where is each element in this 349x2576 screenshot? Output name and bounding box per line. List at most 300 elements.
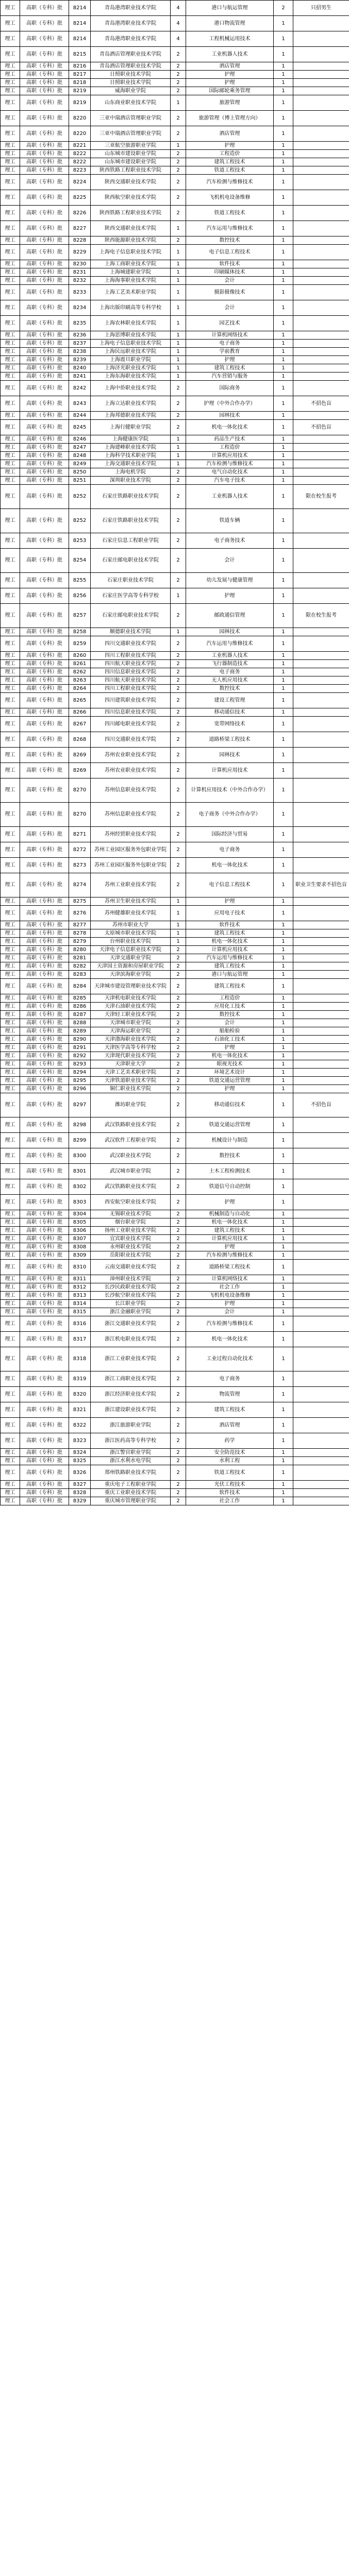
cell-count: 1 (274, 1316, 293, 1332)
cell-note (293, 47, 349, 62)
cell-level: 高职（专科）批 (20, 979, 69, 994)
table-row (1, 1332, 349, 1347)
table-row (1, 372, 349, 381)
cell-plan: 2 (171, 1093, 186, 1117)
cell-note (293, 1465, 349, 1481)
cell-major: 飞机机电设备维修 (186, 1292, 274, 1300)
cell-level: 高职（专科）批 (20, 858, 69, 873)
table-row (1, 1275, 349, 1283)
cell-plan: 2 (171, 1227, 186, 1235)
cell-level: 高职（专科）批 (20, 660, 69, 668)
table-row (1, 1251, 349, 1260)
cell-note (293, 348, 349, 356)
cell-school: 浙江经济职业技术学院 (91, 1387, 171, 1402)
cell-school: 石家庄信息工程职业学院 (91, 533, 171, 549)
cell-count: 1 (274, 628, 293, 636)
cell-plan: 2 (171, 636, 186, 652)
cell-school: 苏州信息职业技术学院 (91, 778, 171, 803)
table-row (1, 732, 349, 748)
cell-plan: 2 (171, 1251, 186, 1260)
cell-code: 8222 (69, 150, 91, 158)
table-row (1, 873, 349, 897)
cell-major: 电子商务（中外合作办学） (186, 803, 274, 827)
cell-subject: 理工 (1, 477, 20, 485)
table-row (1, 175, 349, 190)
cell-school: 陕西航空职业技术学院 (91, 190, 171, 206)
cell-plan: 2 (171, 1077, 186, 1085)
cell-count: 1 (274, 444, 293, 452)
cell-count: 1 (274, 1332, 293, 1347)
cell-major: 护理 (186, 588, 274, 604)
cell-level: 高职（专科）批 (20, 929, 69, 938)
cell-plan: 2 (171, 150, 186, 158)
cell-school: 上海震旦职业学院 (91, 356, 171, 364)
cell-code: 8264 (69, 685, 91, 693)
cell-subject: 理工 (1, 348, 20, 356)
cell-school: 日照职业技术学院 (91, 71, 171, 79)
cell-major: 眼视光技术 (186, 1060, 274, 1069)
cell-level: 高职（专科）批 (20, 221, 69, 236)
cell-subject: 理工 (1, 485, 20, 509)
cell-level: 高职（专科）批 (20, 1069, 69, 1077)
cell-school: 天津现代职业技术学院 (91, 1052, 171, 1060)
table-row (1, 1, 349, 16)
cell-major: 社会工作 (186, 1283, 274, 1292)
cell-count: 1 (274, 1019, 293, 1027)
cell-school: 青岛酒店管理职业技术学院 (91, 62, 171, 71)
cell-subject: 理工 (1, 1251, 20, 1260)
cell-subject: 理工 (1, 221, 20, 236)
cell-school: 四川工程职业技术学院 (91, 652, 171, 660)
cell-note (293, 412, 349, 420)
cell-school: 天津电子信息职业技术学院 (91, 946, 171, 954)
cell-count: 1 (274, 693, 293, 708)
cell-level: 高职（专科）批 (20, 1497, 69, 1505)
cell-code: 8297 (69, 1093, 91, 1117)
cell-level: 高职（专科）批 (20, 509, 69, 533)
cell-major: 光伏工程技术 (186, 1481, 274, 1489)
cell-major: 护理（中外合作办学） (186, 396, 274, 412)
cell-code: 8272 (69, 842, 91, 858)
table-row (1, 412, 349, 420)
cell-plan: 2 (171, 158, 186, 166)
cell-subject: 理工 (1, 604, 20, 628)
cell-code: 8260 (69, 652, 91, 660)
cell-count: 1 (274, 962, 293, 971)
cell-code: 8244 (69, 412, 91, 420)
cell-code: 8329 (69, 1497, 91, 1505)
cell-plan: 2 (171, 1243, 186, 1251)
cell-level: 高职（专科）批 (20, 158, 69, 166)
cell-subject: 理工 (1, 420, 20, 435)
cell-note (293, 206, 349, 221)
cell-major: 电气自动化技术 (186, 468, 274, 477)
cell-plan: 2 (171, 1465, 186, 1481)
cell-note (293, 372, 349, 381)
cell-plan: 2 (171, 1497, 186, 1505)
cell-major: 药学 (186, 1433, 274, 1449)
cell-subject: 理工 (1, 685, 20, 693)
cell-level: 高职（专科）批 (20, 1011, 69, 1019)
cell-code: 8237 (69, 340, 91, 348)
cell-count: 1 (274, 1044, 293, 1052)
cell-code: 8316 (69, 1316, 91, 1332)
cell-code: 8253 (69, 533, 91, 549)
cell-count: 1 (274, 858, 293, 873)
cell-subject: 理工 (1, 1283, 20, 1292)
cell-major: 印刷媒体技术 (186, 268, 274, 277)
cell-code: 8249 (69, 460, 91, 468)
cell-count: 1 (274, 1210, 293, 1218)
cell-note (293, 1027, 349, 1036)
cell-note (293, 938, 349, 946)
table-row (1, 1164, 349, 1179)
cell-note (293, 1195, 349, 1210)
cell-subject: 理工 (1, 412, 20, 420)
cell-major: 数控技术 (186, 236, 274, 245)
cell-note (293, 946, 349, 954)
cell-code: 8224 (69, 175, 91, 190)
cell-subject: 理工 (1, 858, 20, 873)
cell-count: 1 (274, 1283, 293, 1292)
cell-code: 8325 (69, 1457, 91, 1465)
cell-note (293, 477, 349, 485)
cell-subject: 理工 (1, 364, 20, 372)
cell-plan: 2 (171, 420, 186, 435)
cell-major: 机电一体化技术 (186, 1332, 274, 1347)
cell-level: 高职（专科）批 (20, 1133, 69, 1148)
cell-code: 8252 (69, 485, 91, 509)
table-row (1, 166, 349, 175)
cell-note (293, 1418, 349, 1433)
cell-subject: 理工 (1, 340, 20, 348)
cell-level: 高职（专科）批 (20, 1300, 69, 1308)
cell-code: 8225 (69, 190, 91, 206)
cell-plan: 1 (171, 460, 186, 468)
cell-major: 建设工程管理 (186, 693, 274, 708)
cell-level: 高职（专科）批 (20, 1332, 69, 1347)
cell-plan: 2 (171, 1371, 186, 1387)
cell-subject: 理工 (1, 435, 20, 444)
cell-level: 高职（专科）批 (20, 245, 69, 260)
cell-count: 1 (274, 285, 293, 300)
cell-subject: 理工 (1, 842, 20, 858)
table-row (1, 460, 349, 468)
cell-major: 园林技术 (186, 628, 274, 636)
cell-school: 青岛酒店管理职业技术学院 (91, 47, 171, 62)
table-row (1, 1449, 349, 1457)
cell-subject: 理工 (1, 938, 20, 946)
cell-note (293, 158, 349, 166)
cell-count: 1 (274, 1003, 293, 1011)
cell-note (293, 1148, 349, 1164)
cell-major: 建筑工程技术 (186, 929, 274, 938)
cell-level: 高职（专科）批 (20, 71, 69, 79)
cell-school: 四川航天职业技术学院 (91, 676, 171, 685)
cell-plan: 1 (171, 452, 186, 460)
table-row (1, 693, 349, 708)
table-row (1, 962, 349, 971)
cell-level: 高职（专科）批 (20, 906, 69, 921)
cell-note (293, 71, 349, 79)
cell-major: 建筑工程技术 (186, 158, 274, 166)
cell-subject: 理工 (1, 1275, 20, 1283)
cell-level: 高职（专科）批 (20, 277, 69, 285)
cell-subject: 理工 (1, 921, 20, 929)
cell-note: 不招色盲 (293, 396, 349, 412)
cell-plan: 2 (171, 1060, 186, 1069)
cell-note (293, 929, 349, 938)
cell-count: 1 (274, 1433, 293, 1449)
cell-subject: 理工 (1, 660, 20, 668)
cell-level: 高职（专科）批 (20, 1179, 69, 1195)
cell-count: 1 (274, 268, 293, 277)
cell-level: 高职（专科）批 (20, 468, 69, 477)
table-row (1, 206, 349, 221)
cell-major: 汽车检测与维修技术 (186, 1316, 274, 1332)
cell-major: 港口物流管理 (186, 16, 274, 31)
cell-count: 1 (274, 604, 293, 628)
cell-plan: 2 (171, 468, 186, 477)
cell-code: 8247 (69, 444, 91, 452)
cell-count: 1 (274, 1148, 293, 1164)
cell-major: 汽车电子技术 (186, 477, 274, 485)
cell-level: 高职（专科）批 (20, 316, 69, 331)
cell-school: 三亚中瑞酒店管理职业学院 (91, 126, 171, 142)
cell-count: 1 (274, 1449, 293, 1457)
cell-note (293, 1036, 349, 1044)
cell-major: 飞机机电设备维修 (186, 190, 274, 206)
table-row (1, 717, 349, 732)
table-row (1, 150, 349, 158)
cell-major: 国际经济与贸易 (186, 827, 274, 842)
cell-plan: 1 (171, 142, 186, 150)
cell-school: 山东城市建设职业学院 (91, 150, 171, 158)
cell-note (293, 1077, 349, 1085)
cell-plan: 2 (171, 652, 186, 660)
cell-major: 园艺技术 (186, 316, 274, 331)
cell-code: 8303 (69, 1195, 91, 1210)
cell-subject: 理工 (1, 245, 20, 260)
cell-school: 苏州农业职业技术学院 (91, 748, 171, 763)
cell-level: 高职（专科）批 (20, 268, 69, 277)
cell-code: 8255 (69, 573, 91, 588)
cell-note (293, 236, 349, 245)
cell-count: 1 (274, 1300, 293, 1308)
cell-major: 园林技术 (186, 748, 274, 763)
cell-subject: 理工 (1, 708, 20, 717)
cell-level: 高职（专科）批 (20, 300, 69, 316)
cell-plan: 2 (171, 175, 186, 190)
cell-count: 1 (274, 1027, 293, 1036)
cell-school: 四川交通职业技术学院 (91, 636, 171, 652)
cell-plan: 2 (171, 668, 186, 676)
table-row (1, 236, 349, 245)
cell-major: 汽车检测与维修技术 (186, 1251, 274, 1260)
cell-major: 计算机应用技术 (186, 946, 274, 954)
cell-note (293, 778, 349, 803)
cell-subject: 理工 (1, 636, 20, 652)
cell-code: 8265 (69, 693, 91, 708)
cell-school: 上海思博职业技术学院 (91, 331, 171, 340)
cell-code: 8302 (69, 1179, 91, 1195)
cell-code: 8261 (69, 660, 91, 668)
cell-count: 1 (274, 873, 293, 897)
table-row (1, 1283, 349, 1292)
cell-school: 天津交通职业学院 (91, 954, 171, 962)
cell-note (293, 921, 349, 929)
cell-plan: 2 (171, 412, 186, 420)
cell-school: 陕西交通职业技术学院 (91, 175, 171, 190)
cell-level: 高职（专科）批 (20, 938, 69, 946)
cell-code: 8308 (69, 1243, 91, 1251)
cell-level: 高职（专科）批 (20, 190, 69, 206)
cell-code: 8312 (69, 1283, 91, 1292)
cell-school: 上海海事职业技术学院 (91, 277, 171, 285)
cell-note (293, 676, 349, 685)
cell-count: 1 (274, 748, 293, 763)
cell-subject: 理工 (1, 331, 20, 340)
cell-level: 高职（专科）批 (20, 573, 69, 588)
cell-note (293, 1052, 349, 1060)
cell-major: 护理 (186, 71, 274, 79)
cell-count: 1 (274, 676, 293, 685)
cell-code: 8280 (69, 946, 91, 954)
cell-subject: 理工 (1, 897, 20, 906)
cell-plan: 1 (171, 356, 186, 364)
cell-school: 苏州农业职业技术学院 (91, 763, 171, 778)
cell-note (293, 660, 349, 668)
cell-count: 1 (274, 126, 293, 142)
cell-code: 8217 (69, 71, 91, 79)
cell-count: 1 (274, 1227, 293, 1235)
table-row (1, 260, 349, 268)
cell-school: 太原城市职业技术学院 (91, 929, 171, 938)
cell-count: 1 (274, 1251, 293, 1260)
cell-level: 高职（专科）批 (20, 897, 69, 906)
cell-school: 宜宾职业技术学院 (91, 1235, 171, 1243)
cell-plan: 2 (171, 1332, 186, 1347)
cell-school: 上海健康医学院 (91, 435, 171, 444)
cell-plan: 2 (171, 1275, 186, 1283)
cell-subject: 理工 (1, 763, 20, 778)
table-row (1, 381, 349, 396)
cell-count: 1 (274, 175, 293, 190)
cell-subject: 理工 (1, 1, 20, 16)
cell-subject: 理工 (1, 300, 20, 316)
table-row (1, 708, 349, 717)
cell-plan: 2 (171, 842, 186, 858)
cell-school: 西安航空职业技术学院 (91, 1195, 171, 1210)
cell-major: 酒店管理 (186, 1418, 274, 1433)
table-row (1, 778, 349, 803)
cell-note (293, 732, 349, 748)
cell-code: 8282 (69, 962, 91, 971)
cell-plan: 2 (171, 1300, 186, 1308)
cell-school: 上海电机学院 (91, 468, 171, 477)
cell-subject: 理工 (1, 1195, 20, 1210)
cell-major: 旅游管理 (186, 95, 274, 111)
cell-code: 8286 (69, 1003, 91, 1011)
cell-subject: 理工 (1, 31, 20, 47)
cell-plan: 2 (171, 236, 186, 245)
cell-code: 8270 (69, 778, 91, 803)
cell-major: 机电一体化技术 (186, 420, 274, 435)
table-row (1, 420, 349, 435)
cell-note (293, 1133, 349, 1148)
table-row (1, 803, 349, 827)
cell-code: 8294 (69, 1069, 91, 1077)
table-row (1, 1133, 349, 1148)
cell-level: 高职（专科）批 (20, 412, 69, 420)
cell-count: 1 (274, 1052, 293, 1060)
cell-count: 1 (274, 1292, 293, 1300)
cell-plan: 2 (171, 509, 186, 533)
cell-subject: 理工 (1, 1133, 20, 1148)
cell-count: 1 (274, 1387, 293, 1402)
cell-subject: 理工 (1, 962, 20, 971)
cell-level: 高职（专科）批 (20, 381, 69, 396)
cell-note: 只招男生 (293, 1, 349, 16)
cell-note (293, 1085, 349, 1093)
cell-note (293, 1300, 349, 1308)
cell-major: 应用电子技术 (186, 906, 274, 921)
table-row (1, 1044, 349, 1052)
cell-subject: 理工 (1, 1179, 20, 1195)
cell-code: 8271 (69, 827, 91, 842)
cell-code: 8318 (69, 1347, 91, 1371)
cell-code: 8279 (69, 938, 91, 946)
cell-level: 高职（专科）批 (20, 452, 69, 460)
cell-code: 8230 (69, 260, 91, 268)
cell-code: 8287 (69, 1011, 91, 1019)
cell-major: 护理 (186, 356, 274, 364)
table-row (1, 31, 349, 47)
cell-plan: 2 (171, 62, 186, 71)
cell-major: 计算机应用技术 (186, 1235, 274, 1243)
cell-major: 机电一体化技术 (186, 938, 274, 946)
cell-major: 水利工程 (186, 1457, 274, 1465)
cell-plan: 1 (171, 588, 186, 604)
cell-count: 1 (274, 477, 293, 485)
cell-major: 移动通信技术 (186, 1093, 274, 1117)
cell-school: 天津轻工职业技术学院 (91, 1011, 171, 1019)
cell-major: 护理 (186, 897, 274, 906)
cell-subject: 理工 (1, 1164, 20, 1179)
cell-code: 8327 (69, 1481, 91, 1489)
cell-level: 高职（专科）批 (20, 420, 69, 435)
cell-plan: 2 (171, 1019, 186, 1027)
cell-plan: 2 (171, 748, 186, 763)
cell-code: 8238 (69, 348, 91, 356)
cell-subject: 理工 (1, 946, 20, 954)
cell-subject: 理工 (1, 971, 20, 979)
cell-code: 8298 (69, 1117, 91, 1133)
cell-subject: 理工 (1, 95, 20, 111)
cell-subject: 理工 (1, 628, 20, 636)
cell-code: 8241 (69, 372, 91, 381)
table-row (1, 660, 349, 668)
cell-plan: 2 (171, 381, 186, 396)
cell-subject: 理工 (1, 803, 20, 827)
cell-level: 高职（专科）批 (20, 1449, 69, 1457)
cell-note (293, 1433, 349, 1449)
cell-plan: 1 (171, 364, 186, 372)
cell-major: 汽车运用与维修技术 (186, 954, 274, 962)
cell-code: 8229 (69, 245, 91, 260)
table-row (1, 190, 349, 206)
cell-plan: 2 (171, 166, 186, 175)
